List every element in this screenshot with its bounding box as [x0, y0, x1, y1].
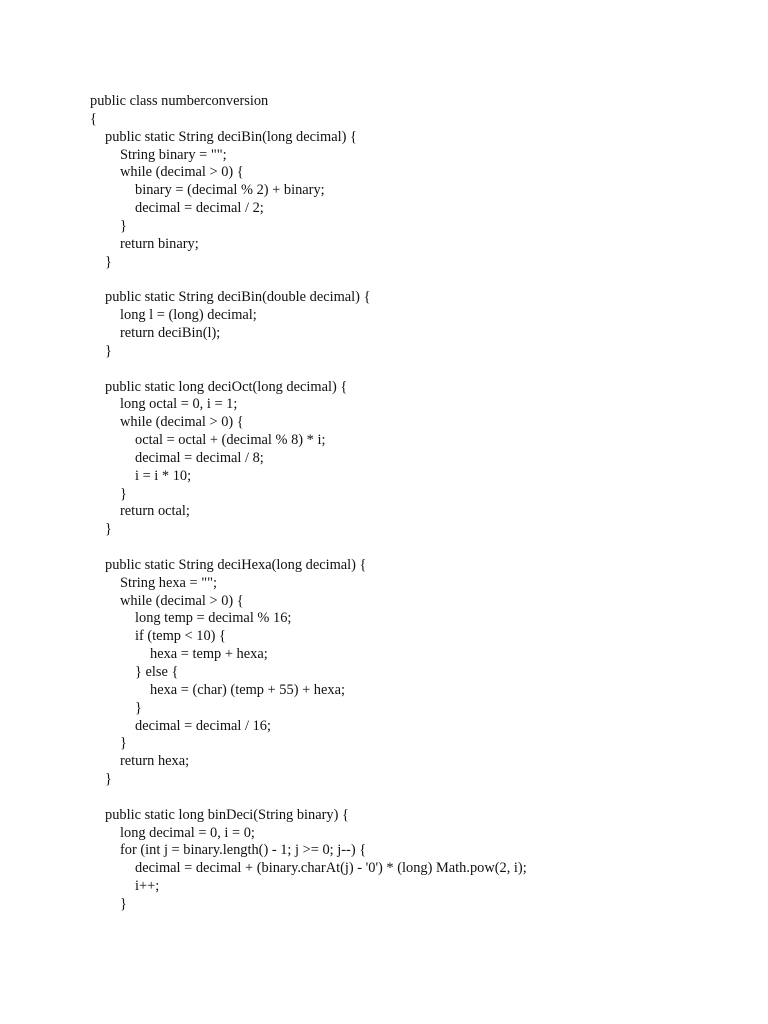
blank-line	[90, 539, 750, 557]
code-line: public static String deciHexa(long decimal) {	[105, 556, 367, 573]
blank-line	[90, 271, 750, 289]
code-line: public static String deciBin(double decimal) {	[105, 289, 371, 306]
code-line: public class numberconversion	[90, 93, 269, 109]
code-line: hexa = temp + hexa;	[150, 646, 268, 663]
code-line: decimal = decimal + (binary.charAt(j) - '0') * (long) Math.pow(2, i);	[135, 860, 527, 877]
code-line: } else {	[135, 664, 179, 680]
code-line: long octal = 0, i = 1;	[120, 396, 238, 413]
code-line: }	[135, 699, 142, 716]
code-line: decimal = decimal / 16;	[135, 717, 271, 734]
code-line: }	[120, 895, 127, 912]
code-line: return hexa;	[120, 753, 190, 770]
code-line: for (int j = binary.length() - 1; j >= 0; j--) {	[120, 842, 367, 859]
code-line: public static String deciBin(long decimal) {	[105, 128, 357, 145]
code-line: long l = (long) decimal;	[120, 307, 257, 324]
code-line: public static long deciOct(long decimal) {	[105, 378, 348, 395]
code-line: }	[120, 735, 127, 752]
code-line: while (decimal > 0) {	[120, 592, 244, 609]
code-line: }	[120, 217, 127, 234]
code-line: return deciBin(l);	[120, 324, 221, 341]
code-listing	[90, 93, 750, 914]
code-line: public static long binDeci(String binary) {	[105, 806, 349, 823]
code-line: }	[105, 342, 112, 359]
code-line: i++;	[135, 878, 160, 895]
code-line: return octal;	[120, 503, 190, 520]
code-line: while (decimal > 0) {	[120, 164, 244, 181]
code-line: while (decimal > 0) {	[120, 414, 244, 431]
code-line: String hexa = "";	[120, 574, 218, 591]
code-line: octal = octal + (decimal % 8) * i;	[135, 432, 326, 449]
code-line: }	[120, 485, 127, 502]
code-line: return binary;	[120, 235, 199, 252]
code-line: long decimal = 0, i = 0;	[120, 824, 255, 841]
code-line: i = i * 10;	[135, 467, 192, 484]
code-line: hexa = (char) (temp + 55) + hexa;	[150, 681, 345, 698]
code-line: decimal = decimal / 8;	[135, 449, 264, 466]
code-line: }	[105, 253, 112, 270]
code-line: decimal = decimal / 2;	[135, 200, 264, 217]
code-line: }	[105, 771, 112, 788]
code-line: long temp = decimal % 16;	[135, 610, 292, 627]
code-line: String binary = "";	[120, 146, 227, 163]
blank-line	[90, 789, 750, 807]
code-line: }	[105, 521, 112, 538]
code-line: {	[90, 110, 97, 127]
blank-line	[90, 361, 750, 379]
code-line: if (temp < 10) {	[135, 628, 226, 645]
code-line: binary = (decimal % 2) + binary;	[135, 182, 325, 199]
